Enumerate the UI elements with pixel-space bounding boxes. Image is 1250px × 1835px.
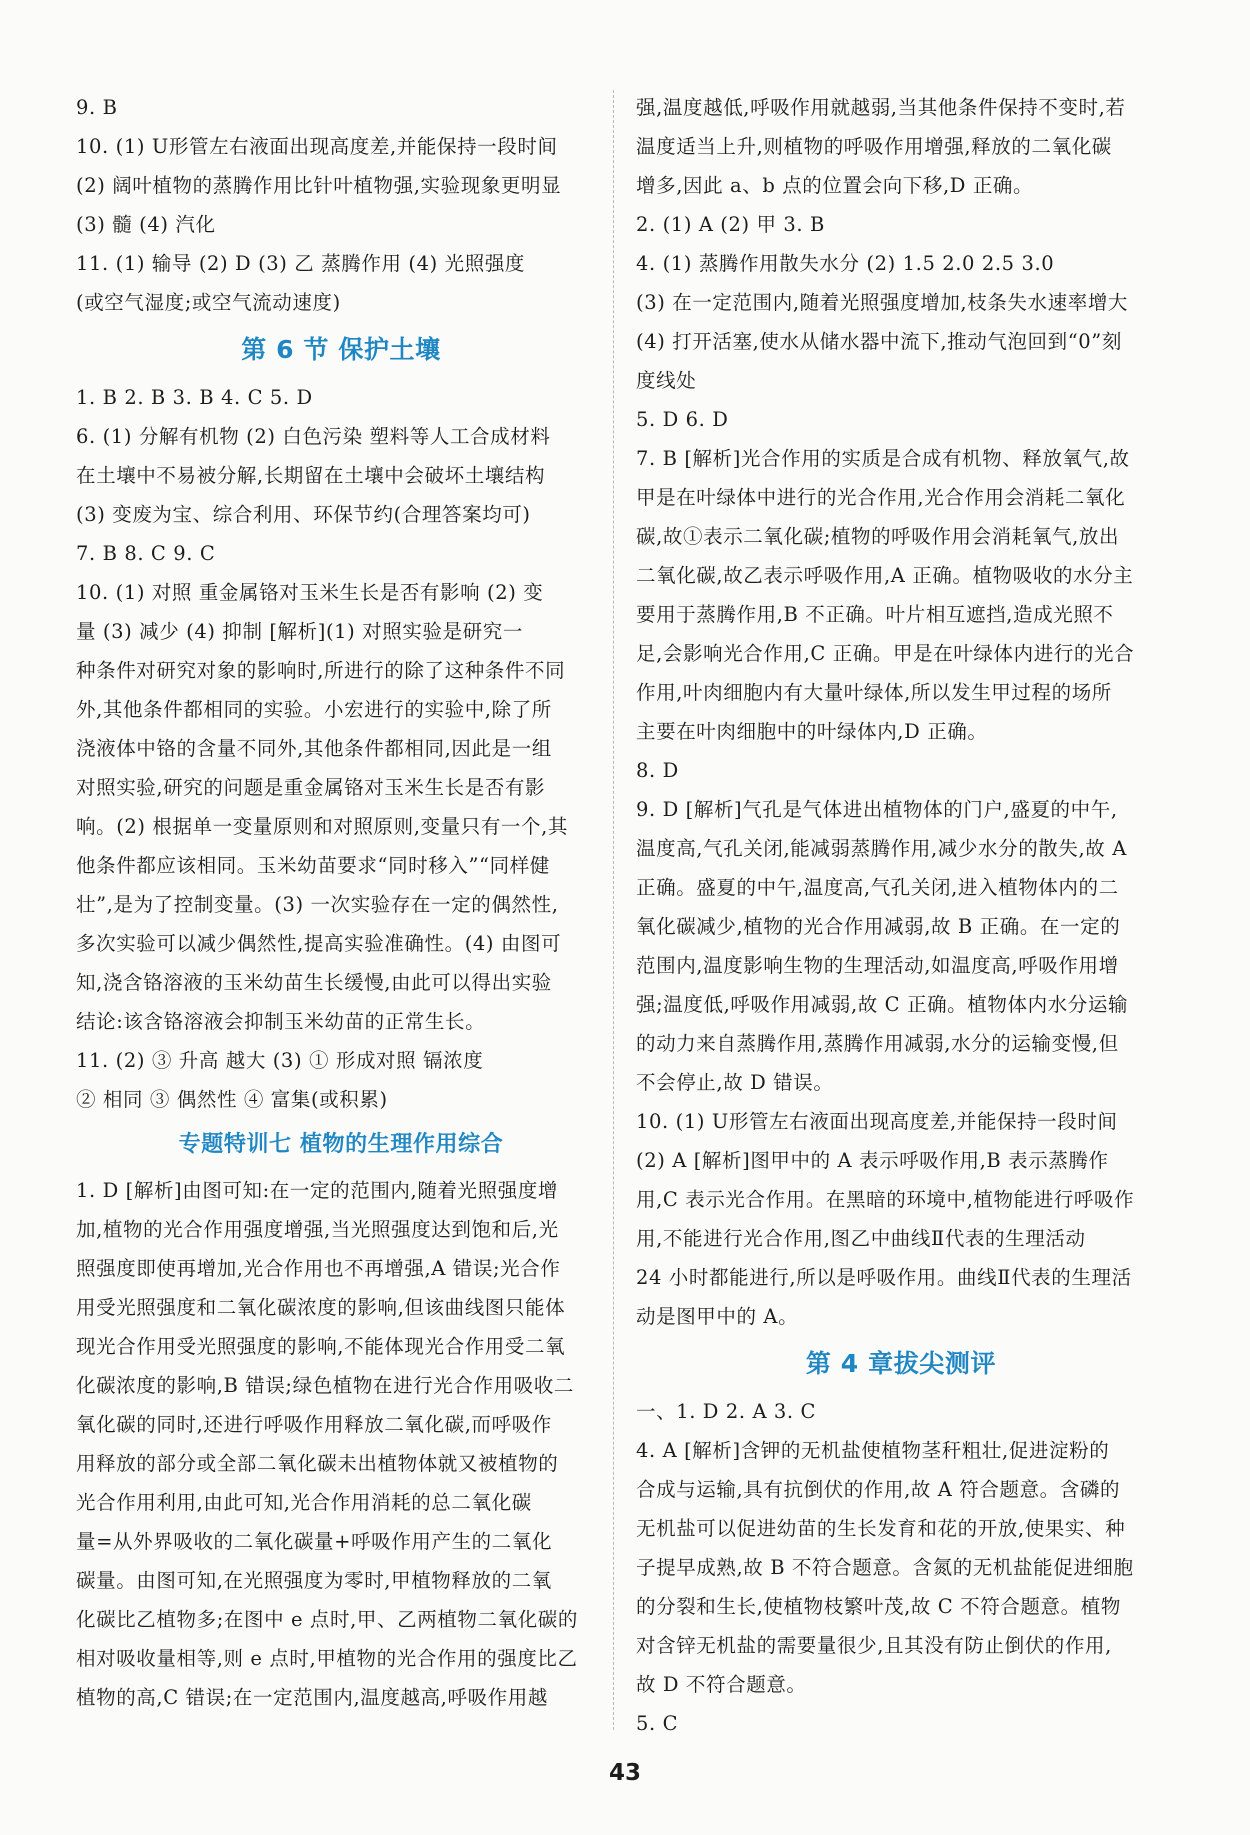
answer-line: 不会停止,故 D 错误。 [636,1071,834,1094]
answer-line: (3) 在一定范围内,随着光照强度增加,枝条失水速率增大 [636,291,1129,314]
answer-line: 作用,叶肉细胞内有大量叶绿体,所以发生甲过程的场所 [636,681,1112,704]
answer-line: 度线处 [636,369,697,392]
answer-line: 对含锌无机盐的需要量很少,且其没有防止倒伏的作用, [636,1634,1112,1657]
answer-line: 强;温度低,呼吸作用减弱,故 C 正确。植物体内水分运输 [636,993,1129,1016]
answer-line: 9. D [解析]气孔是气体进出植物体的门户,盛夏的中午, [636,798,1118,821]
answer-line: 7. B 8. C 9. C [76,542,216,565]
answer-line: 碳,故①表示二氧化碳;植物的呼吸作用会消耗氧气,放出 [636,525,1120,548]
answer-line: 10. (1) 对照 重金属铬对玉米生长是否有影响 (2) 变 [76,581,544,604]
answer-line: 5. C [636,1712,679,1735]
answer-line: 6. (1) 分解有机物 (2) 白色污染 塑料等人工合成材料 [76,425,551,448]
answer-line: 2. (1) A (2) 甲 3. B [636,213,825,236]
answer-line: 合成与运输,具有抗倒伏的作用,故 A 符合题意。含磷的 [636,1478,1121,1501]
section-heading: 专题特训七 植物的生理作用综合 [178,1132,504,1157]
answer-line: 量=从外界吸收的二氧化碳量+呼吸作用产生的二氧化 [76,1530,553,1553]
answer-line: (3) 变废为宝、综合利用、环保节约(合理答案均可) [76,503,531,526]
section-heading: 第 6 节 保护土壤 [241,335,441,364]
answer-line: 1. B 2. B 3. B 4. C 5. D [76,386,313,409]
answer-line: 要用于蒸腾作用,B 不正确。叶片相互遮挡,造成光照不 [636,603,1114,626]
answer-line: 增多,因此 a、b 点的位置会向下移,D 正确。 [636,174,1034,197]
answer-line: 外,其他条件都相同的实验。小宏进行的实验中,除了所 [76,698,552,721]
answer-line: 10. (1) U形管左右液面出现高度差,并能保持一段时间 [76,135,558,158]
answer-line: 加,植物的光合作用强度增强,当光照强度达到饱和后,光 [76,1218,559,1241]
answer-line: 24 小时都能进行,所以是呼吸作用。曲线Ⅱ代表的生理活 [636,1266,1132,1289]
answer-line: 植物的高,C 错误;在一定范围内,温度越高,呼吸作用越 [76,1686,548,1709]
answer-line: 二氧化碳,故乙表示呼吸作用,A 正确。植物吸收的水分主 [636,564,1134,587]
answer-line: 7. B [解析]光合作用的实质是合成有机物、释放氧气,故 [636,447,1130,470]
answer-line: 温度适当上升,则植物的呼吸作用增强,释放的二氧化碳 [636,135,1112,158]
answer-line: 用受光照强度和二氧化碳浓度的影响,但该曲线图只能体 [76,1296,566,1319]
answer-line: ② 相同 ③ 偶然性 ④ 富集(或积累) [76,1088,388,1111]
page-number: 43 [608,1760,641,1786]
answer-line: 相对吸收量相等,则 e 点时,甲植物的光合作用的强度比乙 [76,1647,578,1670]
answer-line: 4. (1) 蒸腾作用散失水分 (2) 1.5 2.0 2.5 3.0 [636,252,1055,275]
answer-line: 甲是在叶绿体中进行的光合作用,光合作用会消耗二氧化 [636,486,1126,509]
answer-line: 5. D 6. D [636,408,729,431]
answer-line: 故 D 不符合题意。 [636,1673,807,1696]
answer-line: 氧化碳减少,植物的光合作用减弱,故 B 正确。在一定的 [636,915,1121,938]
answer-line: 10. (1) U形管左右液面出现高度差,并能保持一段时间 [636,1110,1118,1133]
answer-line: 1. D [解析]由图可知:在一定的范围内,随着光照强度增 [76,1179,559,1202]
answer-line: 范围内,温度影响生物的生理活动,如温度高,呼吸作用增 [636,954,1119,977]
answer-line: 结论:该含铬溶液会抑制玉米幼苗的正常生长。 [76,1010,486,1033]
answer-line: 用,不能进行光合作用,图乙中曲线Ⅱ代表的生理活动 [636,1227,1086,1250]
answer-line: 碳量。由图可知,在光照强度为零时,甲植物释放的二氧 [76,1569,552,1592]
answer-line: 种条件对研究对象的影响时,所进行的除了这种条件不同 [76,659,566,682]
answer-line: 化碳浓度的影响,B 错误;绿色植物在进行光合作用吸收二 [76,1374,574,1397]
answer-line: 化碳比乙植物多;在图中 e 点时,甲、乙两植物二氧化碳的 [76,1608,579,1631]
answer-line: 知,浇含铬溶液的玉米幼苗生长缓慢,由此可以得出实验 [76,971,552,994]
answer-line: 对照实验,研究的问题是重金属铬对玉米生长是否有影 [76,776,546,799]
answer-line: 动是图甲中的 A。 [636,1305,799,1328]
answer-line: 足,会影响光合作用,C 正确。甲是在叶绿体内进行的光合 [636,642,1135,665]
answer-line: 8. D [636,759,679,782]
answer-line: 照强度即使再增加,光合作用也不再增强,A 错误;光合作 [76,1257,561,1280]
answer-line: 温度高,气孔关闭,能减弱蒸腾作用,减少水分的散失,故 A [636,837,1127,860]
left-column [76,88,606,1717]
column-divider [613,90,614,1730]
answer-line: 氧化碳的同时,还进行呼吸作用释放二氧化碳,而呼吸作 [76,1413,552,1436]
answer-line: (3) 髓 (4) 汽化 [76,213,216,236]
answer-line: 9. B [76,96,118,119]
answer-line: 他条件都应该相同。玉米幼苗要求“同时移入”“同样健 [76,854,550,877]
answer-line: 用,C 表示光合作用。在黑暗的环境中,植物能进行呼吸作 [636,1188,1135,1211]
right-column [636,88,1166,1743]
answer-line: 无机盐可以促进幼苗的生长发育和花的开放,使果实、种 [636,1517,1126,1540]
answer-line: 子提早成熟,故 B 不符合题意。含氮的无机盐能促进细胞 [636,1556,1134,1579]
answer-line: 11. (2) ③ 升高 越大 (3) ① 形成对照 镉浓度 [76,1049,484,1072]
answer-line: 11. (1) 输导 (2) D (3) 乙 蒸腾作用 (4) 光照强度 [76,252,526,275]
answer-line: 强,温度越低,呼吸作用就越弱,当其他条件保持不变时,若 [636,96,1126,119]
answer-line: 的分裂和生长,使植物枝繁叶茂,故 C 不符合题意。植物 [636,1595,1121,1618]
answer-line: 正确。盛夏的中午,温度高,气孔关闭,进入植物体内的二 [636,876,1119,899]
answer-line: 光合作用利用,由此可知,光合作用消耗的总二氧化碳 [76,1491,532,1514]
answer-line: 4. A [解析]含钾的无机盐使植物茎秆粗壮,促进淀粉的 [636,1439,1110,1462]
answer-line: 现光合作用受光照强度的影响,不能体现光合作用受二氧 [76,1335,566,1358]
answer-line: 壮”,是为了控制变量。(3) 一次实验存在一定的偶然性, [76,893,559,916]
answer-line: (2) A [解析]图甲中的 A 表示呼吸作用,B 表示蒸腾作 [636,1149,1109,1172]
section-heading: 第 4 章拔尖测评 [805,1349,997,1378]
answer-line: (4) 打开活塞,使水从储水器中流下,推动气泡回到“0”刻 [636,330,1122,353]
answer-line: 一、1. D 2. A 3. C [636,1400,817,1423]
answer-line: 量 (3) 减少 (4) 抑制 [解析](1) 对照实验是研究一 [76,620,523,643]
answer-line: (或空气湿度;或空气流动速度) [76,291,341,314]
answer-line: 浇液体中铬的含量不同外,其他条件都相同,因此是一组 [76,737,552,760]
answer-line: 在土壤中不易被分解,长期留在土壤中会破坏土壤结构 [76,464,546,487]
answer-line: 多次实验可以减少偶然性,提高实验准确性。(4) 由图可 [76,932,562,955]
answer-line: 的动力来自蒸腾作用,蒸腾作用减弱,水分的运输变慢,但 [636,1032,1119,1055]
answer-line: 主要在叶肉细胞中的叶绿体内,D 正确。 [636,720,988,743]
answer-line: 响。(2) 根据单一变量原则和对照原则,变量只有一个,其 [76,815,569,838]
answer-line: (2) 阔叶植物的蒸腾作用比针叶植物强,实验现象更明显 [76,174,562,197]
answer-line: 用释放的部分或全部二氧化碳未出植物体就又被植物的 [76,1452,559,1475]
